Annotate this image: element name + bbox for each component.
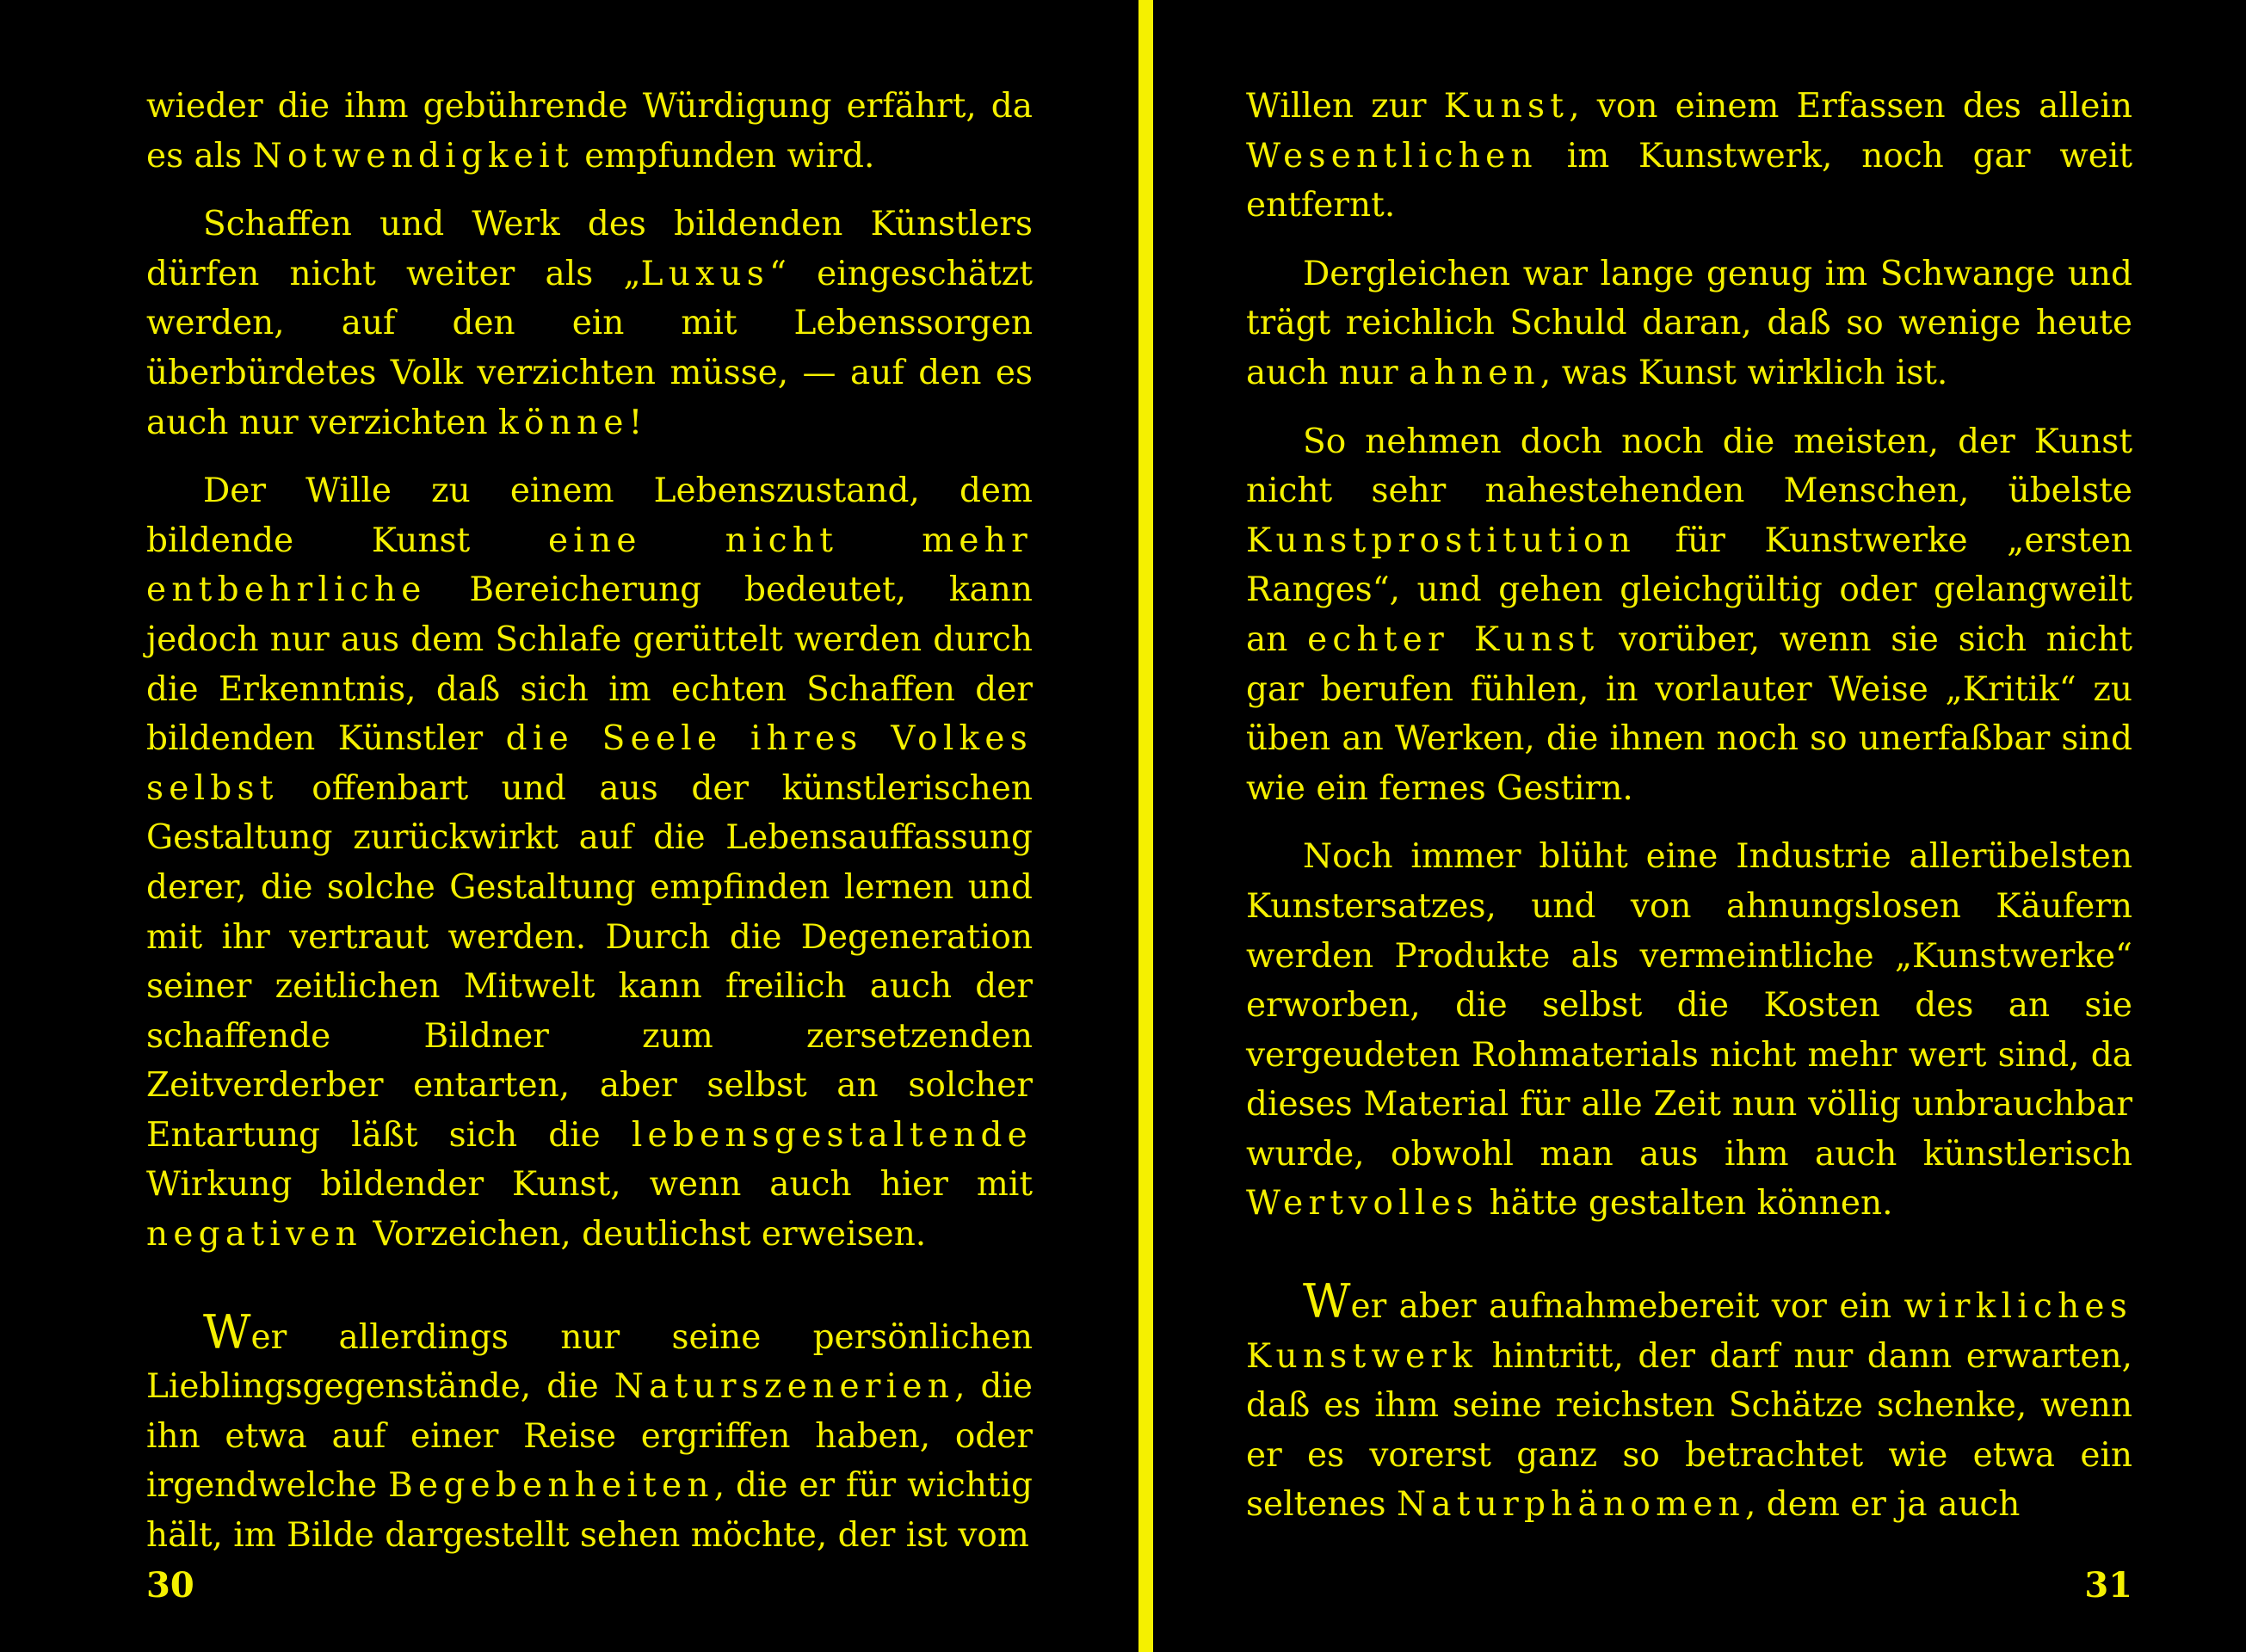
spaced-emphasis: Naturphänomen xyxy=(1396,1485,1745,1525)
spaced-emphasis: Wertvolles xyxy=(1246,1184,1479,1224)
spaced-emphasis: Luxus xyxy=(640,254,770,293)
spaced-emphasis: echter Kunst xyxy=(1307,620,1600,659)
spaced-emphasis: Naturszenerien xyxy=(614,1367,955,1407)
left-paragraph-4: Wer allerdings nur seine persönlichen Lieblingsgegenstände, die Naturszenerien, die ihn etwa auf einer Reise ergriffen haben, oder irgendwelche Begebenheiten, die er für wichtig hält, im Bilde dargestellt sehen möchte, der ist vom xyxy=(146,1304,1033,1556)
initial-letter: W xyxy=(1303,1274,1351,1329)
left-paragraph-1: wieder die ihm gebührende Würdigung erfährt, da es als Notwendigkeit empfunden wird. xyxy=(146,87,1033,176)
left-paragraph-3: Der Wille zu einem Lebenszustand, dem bildende Kunst eine nicht mehr entbehrliche Bereicherung bedeutet, kann jedoch nur aus dem Schlafe gerüttelt werden durch die Erkenntnis, daß sich im echten Schaffen der bildenden Künstler die Seele ihres Volkes selbst offenbart und aus der künstlerischen Gestaltung zurückwirkt auf die Lebensauffassung derer, die solche Gestaltung empfinden lernen und mit ihr vertraut werden. Durch die Degeneration seiner zeitlichen Mitwelt kann freilich auch der schaffende Bildner zum zersetzenden Zeitverderber entarten, aber selbst an solcher Entartung läßt sich die lebensgestaltende Wirkung bildender Kunst, wenn auch hier mit negativen Vorzeichen, deutlichst erweisen. xyxy=(146,472,1033,1254)
right-paragraph-4: Noch immer blüht eine Industrie allerübelsten Kunstersatzes, und von ahnungslosen Käufern werden Produkte als vermeintliche „Kunstwerke“ erworben, die selbst die Kosten des an sie vergeudeten Rohmaterials nicht mehr wert sind, da dieses Material für alle Zeit nun völlig unbrauchbar wurde, obwohl man aus ihm auch künstlerisch Wertvolles hätte gestalten können. xyxy=(1246,837,2132,1224)
spaced-emphasis: die Seele ihres Volkes selbst xyxy=(146,719,1033,808)
spaced-emphasis: Notwendigkeit xyxy=(252,136,574,176)
spaced-emphasis: ahnen xyxy=(1409,353,1540,392)
right-paragraph-1: Willen zur Kunst, von einem Erfassen des allein Wesentlichen im Kunstwerk, noch gar weit entfernt. xyxy=(1246,87,2133,225)
spaced-emphasis: lebensgestaltende xyxy=(631,1115,1033,1155)
right-paragraph-5: Wer aber aufnahmebereit vor ein wirkliches Kunstwerk hintritt, der darf nur dann erwarten, daß es ihm seine reichsten Schätze schenke, wenn er es vorerst ganz so betrachtet wie etwa ein seltenes Naturphänomen, dem er ja auch xyxy=(1246,1274,2132,1525)
left-page xyxy=(146,82,1033,1613)
right-page xyxy=(1246,82,2132,1613)
spaced-emphasis: negativen xyxy=(146,1215,362,1254)
initial-letter: W xyxy=(203,1304,251,1359)
spaced-emphasis: wirkliches Kunstwerk xyxy=(1246,1287,2132,1376)
spaced-emphasis: eine nicht mehr entbehrliche xyxy=(146,521,1033,610)
left-paragraph-2: Schaffen und Werk des bildenden Künstlers dürfen nicht weiter als „Luxus“ eingeschätzt werden, auf den ein mit Lebenssorgen überbürdetes Volk verzichten müsse, — auf den es auch nur verzichten könne! xyxy=(146,205,1033,442)
right-paragraph-3: So nehmen doch noch die meisten, der Kunst nicht sehr nahestehenden Menschen, übelste Kunstprostitution für Kunstwerke „ersten Ranges“, und gehen gleichgültig oder gelangweilt an echter Kunst vorüber, wenn sie sich nicht gar berufen fühlen, in vorlauter Weise „Kritik“ zu üben an Werken, die ihnen noch so unerfaßbar sind wie ein fernes Gestirn. xyxy=(1246,422,2132,808)
spaced-emphasis: Wesentlichen xyxy=(1246,136,1538,176)
spaced-emphasis: Kunst xyxy=(1443,87,1570,126)
book-gutter xyxy=(1138,0,1153,1652)
spaced-emphasis: könne xyxy=(498,403,629,442)
spaced-emphasis: Kunstprostitution xyxy=(1246,521,1637,560)
page-number: 31 xyxy=(2084,1565,2132,1606)
right-paragraph-2: Dergleichen war lange genug im Schwange und trägt reichlich Schuld daran, daß so wenige heute auch nur ahnen, was Kunst wirklich ist. xyxy=(1246,254,2132,392)
spaced-emphasis: Begebenheiten xyxy=(388,1466,714,1506)
page-number: 30 xyxy=(146,1565,194,1606)
